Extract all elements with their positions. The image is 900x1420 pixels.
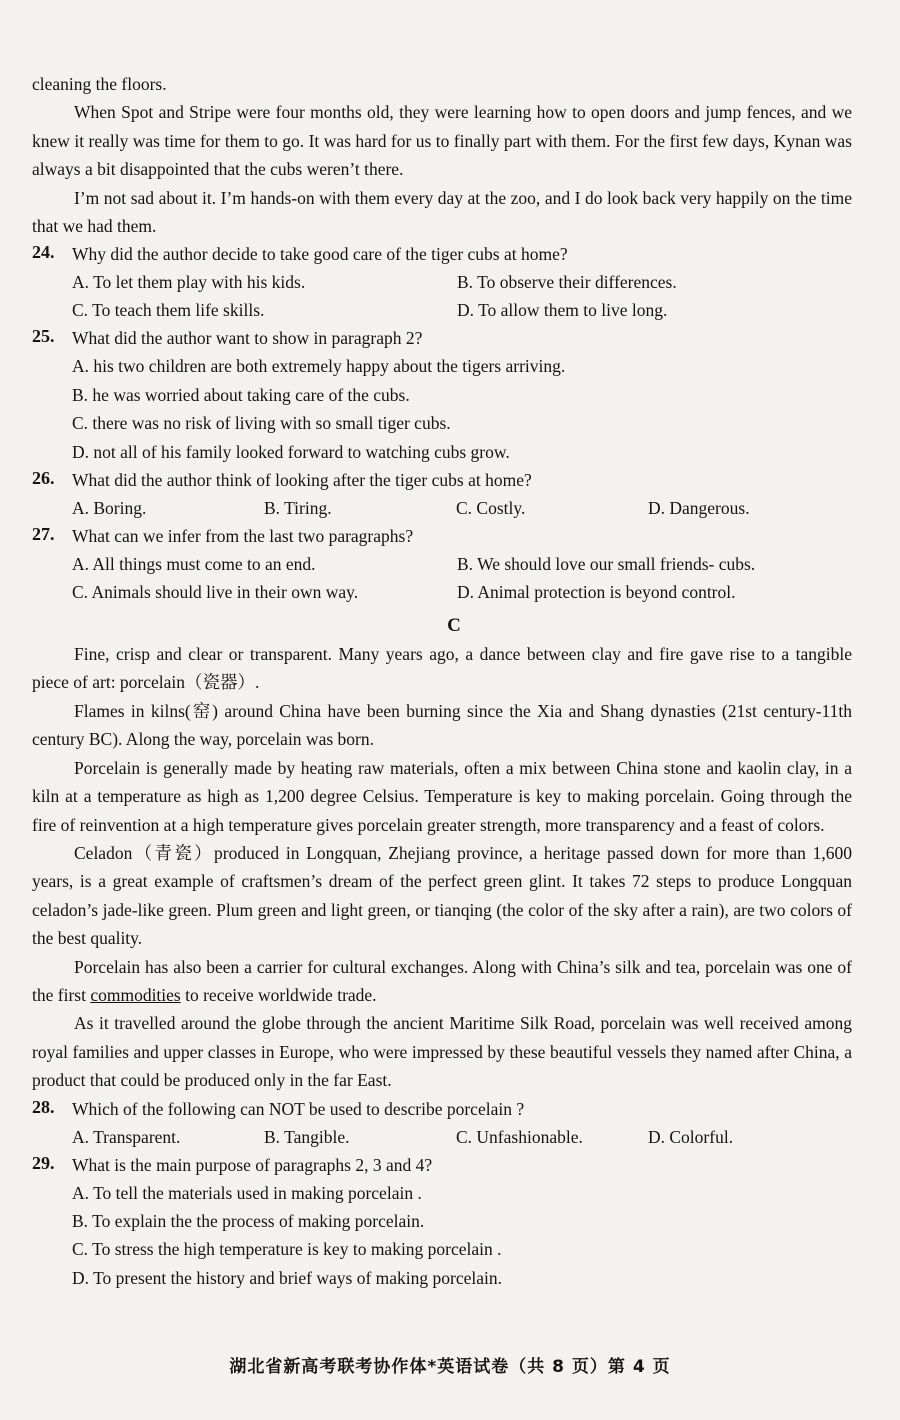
question-stem: What did the author think of looking after the tiger cubs at home? [72, 470, 532, 491]
option-c: C. To stress the high temperature is key to making porcelain . [72, 1239, 502, 1260]
question-number: 27. [32, 524, 55, 545]
question-27 [32, 522, 852, 606]
question-number: 29. [32, 1152, 55, 1173]
option-d: D. Animal protection is beyond control. [457, 582, 736, 603]
option-list [32, 268, 852, 324]
question-29 [32, 1151, 852, 1293]
option-c: C. Animals should live in their own way. [72, 582, 359, 603]
paragraph-text: Porcelain has also been a carrier for cultural exchanges. Along with China’s silk and tea, porcelain was one of the first [32, 956, 852, 1005]
option-c: C. Unfashionable. [456, 1126, 583, 1147]
paragraph-text: to receive worldwide trade. [180, 984, 377, 1005]
question-number: 25. [32, 326, 55, 347]
option-c: C. To teach them life skills. [72, 300, 265, 321]
passage-b-paragraph-end: cleaning the floors. [32, 74, 167, 94]
option-c: C. Costly. [456, 498, 526, 519]
question-28 [32, 1095, 852, 1151]
question-stem: What can we infer from the last two paragraphs? [72, 526, 414, 547]
option-d: D. To allow them to live long. [457, 300, 668, 321]
option-a: A. Boring. [72, 498, 147, 519]
option-list [32, 494, 852, 522]
option-b: B. he was worried about taking care of the cubs. [72, 384, 410, 405]
question-24 [32, 240, 852, 324]
underlined-word: commodities [90, 984, 181, 1005]
question-number: 24. [32, 242, 55, 263]
option-b: B. Tiring. [264, 498, 332, 519]
passage-c-paragraph: Celadon（青瓷）produced in Longquan, Zhejiang province, a heritage passed down for more than 1,600 years, is a great example of craftsmen’s dream of the perfect green glint. It takes 72 steps to produce Longquan celadon’s jade-like green. Plum green and light green, or tianqing (the color of the sky after a rain), are two colors of the best quality. [32, 842, 852, 949]
option-list [32, 1179, 852, 1293]
passage-c-paragraph: As it travelled around the globe through the ancient Maritime Silk Road, porcelain was well received among royal families and upper classes in Europe, who were impressed by these beautiful vessels they named after China, a product that could be produced only in the far East. [32, 1013, 852, 1091]
option-a: A. To let them play with his kids. [72, 272, 306, 293]
question-25 [32, 324, 852, 466]
question-stem: Which of the following can NOT be used to describe porcelain ? [72, 1098, 525, 1119]
passage-c-paragraph: Fine, crisp and clear or transparent. Many years ago, a dance between clay and fire gave rise to a tangible piece of art: porcelain（瓷器）. [32, 644, 852, 693]
passage-c-paragraph [32, 953, 852, 1010]
question-stem: Why did the author decide to take good care of the tiger cubs at home? [72, 244, 568, 265]
option-list [32, 550, 852, 606]
option-a: A. Transparent. [72, 1126, 181, 1147]
question-26 [32, 466, 852, 522]
section-heading: C [447, 615, 461, 637]
option-list [32, 1123, 852, 1151]
option-a: A. To tell the materials used in making porcelain . [72, 1182, 422, 1203]
option-d: D. Colorful. [648, 1126, 734, 1147]
option-d: D. Dangerous. [648, 498, 750, 519]
option-b: B. We should love our small friends- cubs. [457, 554, 756, 575]
passage-c-paragraph: Porcelain is generally made by heating raw materials, often a mix between China stone and kaolin clay, in a kiln at a temperature as high as 1,200 degree Celsius. Temperature is key to making porcelain. Going through the fire of reinvention at a high temperature gives porcelain greater strength, more transparency and a feast of colors. [32, 757, 852, 835]
question-number: 28. [32, 1096, 55, 1117]
option-a: A. his two children are both extremely happy about the tigers arriving. [72, 356, 566, 377]
passage-b-paragraph: I’m not sad about it. I’m hands-on with them every day at the zoo, and I do look back very happily on the time that we had them. [32, 187, 852, 237]
option-list [32, 352, 852, 466]
passage-b-paragraph: When Spot and Stripe were four months old, they were learning how to open doors and jump fences, and we knew it really was time for them to go. It was hard for us to finally part with them. For the first few days, Kynan was always a bit disappointed that the cubs weren’t there. [32, 102, 852, 180]
option-b: B. To explain the the process of making porcelain. [72, 1210, 425, 1231]
option-b: B. To observe their differences. [457, 272, 677, 293]
option-a: A. All things must come to an end. [72, 554, 316, 575]
question-number: 26. [32, 468, 55, 489]
question-stem: What is the main purpose of paragraphs 2, 3 and 4? [72, 1154, 433, 1175]
option-c: C. there was no risk of living with so small tiger cubs. [72, 413, 451, 434]
option-b: B. Tangible. [264, 1126, 350, 1147]
option-d: D. not all of his family looked forward to watching cubs grow. [72, 441, 510, 462]
option-d: D. To present the history and brief ways of making porcelain. [72, 1267, 503, 1288]
page-footer: 湖北省新高考联考协作体*英语试卷（共 8 页）第 4 页 [229, 1357, 671, 1377]
question-stem: What did the author want to show in paragraph 2? [72, 328, 423, 349]
passage-c-paragraph: Flames in kilns(窑) around China have been burning since the Xia and Shang dynasties (21st century-11th century BC). Along the way, porcelain was born. [32, 700, 852, 750]
